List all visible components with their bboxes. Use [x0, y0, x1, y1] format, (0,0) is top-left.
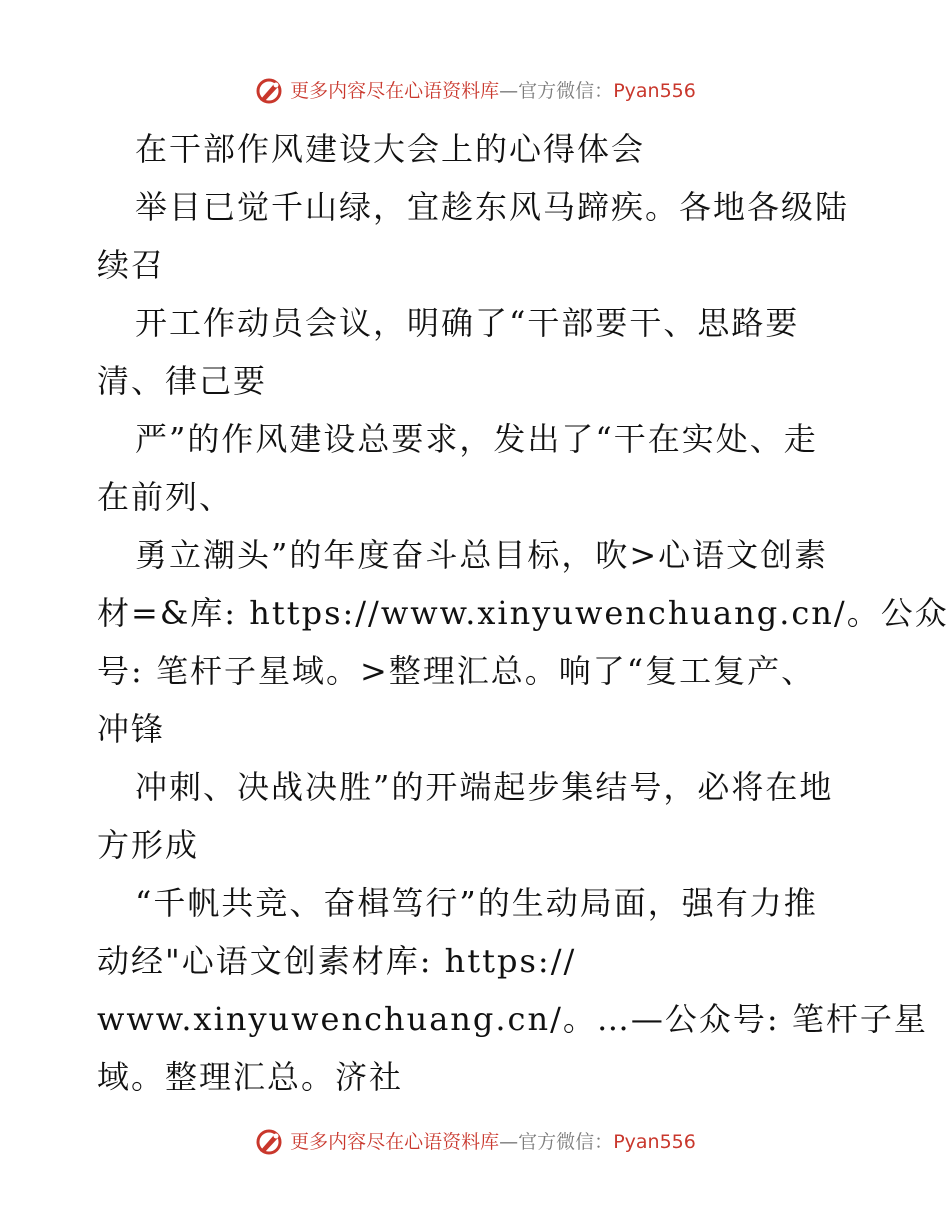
body-line: 清、律己要: [97, 362, 268, 400]
banner-tail-text: —官方微信：: [499, 80, 614, 102]
body-line: 号: 笔杆子星域。>整理汇总。响了“复工复产、: [97, 652, 816, 690]
banner-lead-text: 更多内容尽在心语资料库: [290, 1131, 500, 1153]
header-banner: [0, 76, 950, 106]
footer-banner: [0, 1127, 950, 1157]
body-line: 冲刺、决战决胜”的开端起步集结号，必将在地: [135, 768, 834, 806]
banner-wechat-id: Pyan556: [613, 1131, 696, 1153]
document-body: [97, 120, 949, 1106]
body-line: 动经"心语文创素材库: https://: [97, 942, 577, 980]
body-line: www.xinyuwenchuang.cn/。…—公众号: 笔杆子星: [97, 1000, 928, 1038]
body-line: 严”的作风建设总要求，发出了“干在实处、走: [135, 420, 818, 458]
body-line: 方形成: [97, 826, 200, 864]
body-line: 冲锋: [97, 710, 166, 748]
banner-tail-text: —官方微信：: [499, 1131, 614, 1153]
document-title: 在干部作风建设大会上的心得体会: [135, 130, 646, 168]
body-line: 勇立潮头”的年度奋斗总目标，吹>心语文创素: [135, 536, 829, 574]
body-line: 材=&库: https://www.xinyuwenchuang.cn/。公众: [97, 594, 949, 632]
pen-logo-icon: [254, 76, 284, 106]
body-line: 举目已觉千山绿，宜趁东风马蹄疾。各地各级陆: [135, 188, 850, 226]
body-line: 在前列、: [97, 478, 234, 516]
body-line: 域。整理汇总。济社: [97, 1058, 404, 1096]
body-line: 开工作动员会议，明确了“干部要干、思路要: [135, 304, 800, 342]
banner-lead-text: 更多内容尽在心语资料库: [290, 80, 500, 102]
body-line: “千帆共竞、奋楫笃行”的生动局面，强有力推: [135, 884, 818, 922]
banner-wechat-id: Pyan556: [613, 80, 696, 102]
pen-logo-icon: [254, 1127, 284, 1157]
body-line: 续召: [97, 246, 166, 284]
